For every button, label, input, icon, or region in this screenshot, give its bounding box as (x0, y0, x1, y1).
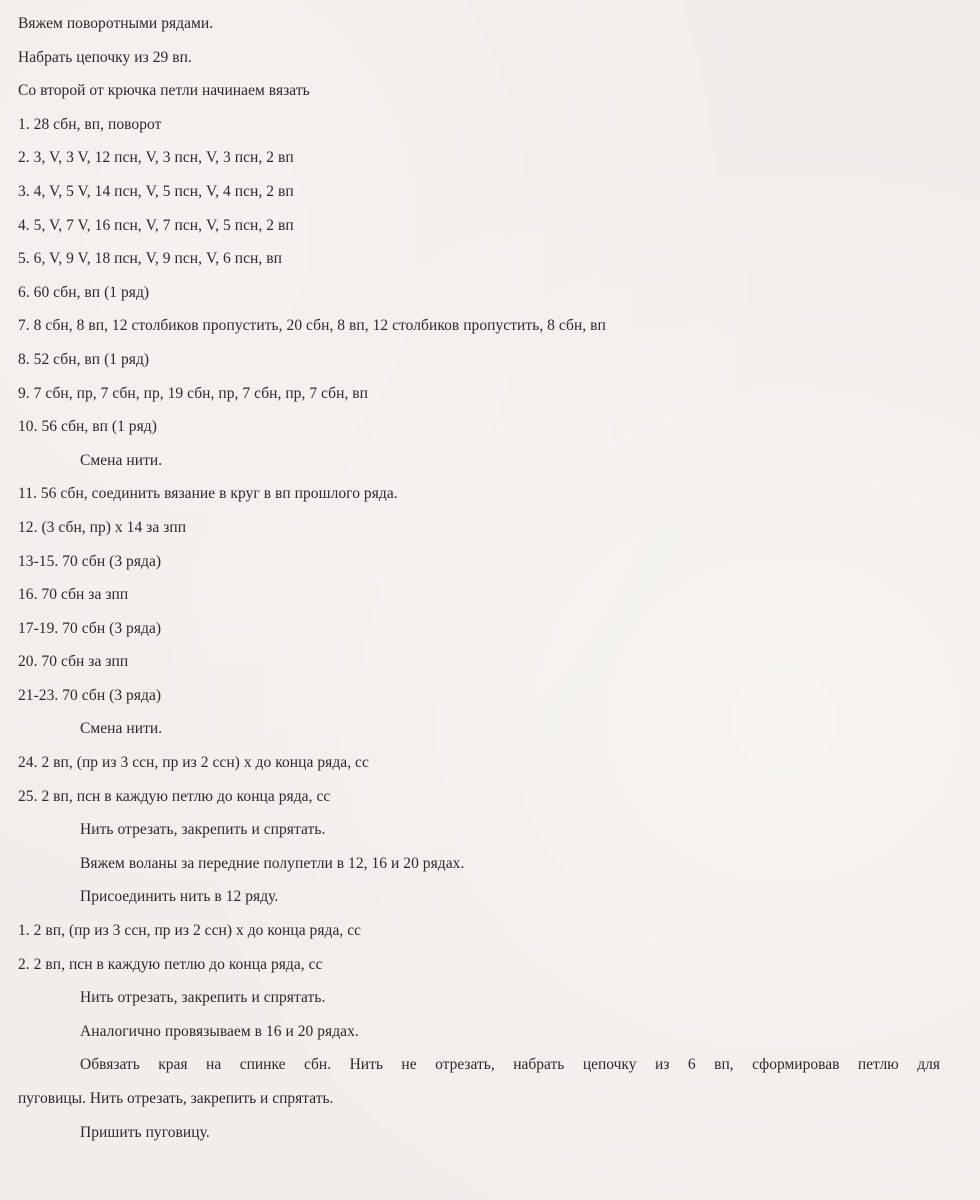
instruction-row: 25. 2 вп, псн в каждую петлю до конца ряда, сс (18, 787, 331, 805)
instruction-note: Аналогично провязываем в 16 и 20 рядах. (80, 1022, 359, 1040)
instruction-row: 6. 60 сбн, вп (1 ряд) (18, 283, 150, 301)
instruction-row: 16. 70 сбн за зпп (18, 586, 129, 604)
instruction-note: Смена нити. (80, 720, 163, 738)
instruction-row: 13-15. 70 сбн (3 ряда) (18, 552, 162, 570)
instruction-row: 3. 4, V, 5 V, 14 псн, V, 5 псн, V, 4 псн, 2 вп (18, 182, 294, 200)
instruction-row: 4. 5, V, 7 V, 16 псн, V, 7 псн, V, 5 псн, 2 вп (18, 216, 294, 234)
instruction-row: 17-19. 70 сбн (3 ряда) (18, 619, 162, 637)
closing-paragraph-line-1: Обвязать края на спинке сбн. Нить не отрезать, набрать цепочку из 6 вп, сформировав петлю для (80, 1056, 940, 1074)
instruction-row: Набрать цепочку из 29 вп. (18, 48, 192, 66)
final-instruction: Пришить пуговицу. (80, 1123, 210, 1141)
instruction-row: 5. 6, V, 9 V, 18 псн, V, 9 псн, V, 6 псн, вп (18, 250, 282, 268)
instruction-row: 11. 56 сбн, соединить вязание в круг в вп прошлого ряда. (18, 485, 398, 503)
instruction-row: 7. 8 сбн, 8 вп, 12 столбиков пропустить, 20 сбн, 8 вп, 12 столбиков пропустить, 8 сбн, вп (18, 317, 606, 335)
instruction-row: 21-23. 70 сбн (3 ряда) (18, 686, 162, 704)
instruction-note: Смена нити. (80, 451, 163, 469)
instruction-row: 1. 28 сбн, вп, поворот (18, 115, 162, 133)
instruction-row: Со второй от крючка петли начинаем вязать (18, 82, 310, 100)
closing-paragraph-line-2: пуговицы. Нить отрезать, закрепить и спрятать. (18, 1090, 334, 1107)
instruction-note: Нить отрезать, закрепить и спрятать. (80, 989, 326, 1007)
instruction-row: 12. (3 сбн, пр) х 14 за зпп (18, 518, 187, 536)
instruction-note: Вяжем воланы за передние полупетли в 12, 16 и 20 рядах. (80, 854, 465, 872)
instruction-row: 24. 2 вп, (пр из 3 ссн, пр из 2 ссн) х до конца ряда, сс (18, 754, 369, 772)
instruction-row: 2. 3, V, 3 V, 12 псн, V, 3 псн, V, 3 псн, 2 вп (18, 149, 294, 167)
instruction-row: 10. 56 сбн, вп (1 ряд) (18, 418, 157, 436)
instruction-row: 9. 7 сбн, пр, 7 сбн, пр, 19 сбн, пр, 7 сбн, пр, 7 сбн, вп (18, 384, 369, 402)
instruction-lines (18, 13, 960, 1054)
instruction-row: Вяжем поворотными рядами. (18, 15, 214, 32)
instruction-row: 20. 70 сбн за зпп (18, 653, 129, 671)
instruction-row: 1. 2 вп, (пр из 3 ссн, пр из 2 ссн) х до конца ряда, сс (18, 922, 362, 940)
instruction-row: 8. 52 сбн, вп (1 ряд) (18, 350, 150, 368)
instruction-note: Нить отрезать, закрепить и спрятать. (80, 821, 326, 839)
instruction-note: Присоединить нить в 12 ряду. (80, 888, 279, 906)
instruction-row: 2. 2 вп, псн в каждую петлю до конца ряда, сс (18, 955, 323, 973)
closing-paragraph (18, 1054, 940, 1121)
